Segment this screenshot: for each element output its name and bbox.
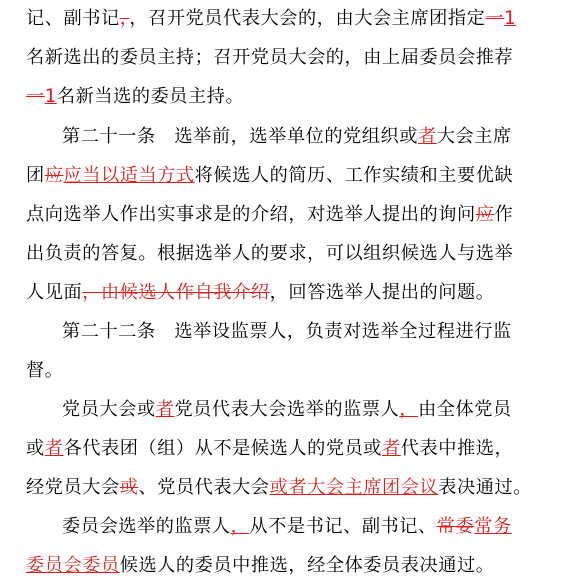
inserted-text: 者 bbox=[44, 438, 64, 459]
article-21-heading-line bbox=[62, 120, 512, 154]
text-line bbox=[26, 237, 513, 271]
inserted-text: 1 bbox=[504, 8, 517, 29]
inserted-text: ， bbox=[230, 516, 250, 537]
body-text: 候选人的委员中推选，经全体委员表决通过。 bbox=[119, 555, 495, 576]
text-line bbox=[26, 549, 494, 583]
inserted-text: 者 bbox=[382, 438, 401, 459]
deleted-text: 常委 bbox=[436, 516, 475, 537]
body-text: 各代表团（组）从不是候选人的党员或 bbox=[63, 438, 383, 459]
body-text: 委员会选举的监票人 bbox=[62, 516, 231, 537]
deleted-text: ，由候选人作自我介绍 bbox=[82, 282, 270, 303]
deleted-text: 一 bbox=[485, 8, 505, 29]
body-text: 名新当选的委员主持。 bbox=[56, 86, 245, 107]
deleted-text: 或 bbox=[119, 477, 139, 498]
inserted-text: 1 bbox=[44, 86, 57, 107]
inserted-text: 者 bbox=[418, 126, 437, 147]
body-text: 党员大会或 bbox=[62, 399, 156, 420]
body-text: 点向选举人作出实事求是的介绍，对选举人提出的询问 bbox=[26, 204, 476, 225]
body-text: 人见面 bbox=[26, 282, 83, 303]
inserted-text: ， bbox=[399, 399, 419, 420]
body-text: 名新选出的委员主持；召开党员大会的，由上届委员会推荐 bbox=[26, 47, 514, 68]
paragraph-start-line bbox=[62, 510, 512, 544]
body-text: 、党员代表大会 bbox=[138, 477, 270, 498]
deleted-text: 一 bbox=[26, 86, 45, 107]
inserted-text: 或者大会主席团会议 bbox=[269, 477, 439, 498]
body-text: 经党员大会 bbox=[26, 477, 120, 498]
body-text: ，召开党员代表大会的，由大会主席团指定 bbox=[129, 8, 486, 29]
inserted-text: 委员会委员 bbox=[26, 555, 120, 576]
text-line bbox=[26, 471, 532, 505]
inserted-text: 者 bbox=[155, 399, 175, 420]
text-line bbox=[26, 41, 513, 75]
body-text: 第二十一条 选举前，选举单位的党组织或 bbox=[62, 126, 419, 147]
body-text: 作 bbox=[494, 204, 514, 225]
body-text: 出负责的答复。根据选举人的要求，可以组织候选人与选举 bbox=[26, 243, 514, 264]
body-text: 记、副书记 bbox=[26, 8, 120, 29]
deleted-text: 应 bbox=[44, 165, 64, 186]
deleted-text: ， bbox=[119, 8, 130, 29]
body-text: 代表中推选， bbox=[400, 438, 514, 459]
article-22-heading-line bbox=[62, 315, 512, 349]
body-text: 将候选人的简历、工作实绩和主要优缺 bbox=[194, 165, 514, 186]
body-text: 或 bbox=[26, 438, 45, 459]
text-line bbox=[26, 198, 513, 232]
text-line bbox=[26, 159, 513, 193]
body-text: 由全体党员 bbox=[418, 399, 512, 420]
inserted-text: 应当以适当方式 bbox=[63, 165, 195, 186]
body-text: 督。 bbox=[26, 360, 64, 381]
body-text: 第二十二条 选举设监票人，负责对选举全过程进行监 bbox=[62, 321, 512, 342]
body-text: ，回答选举人提出的问题。 bbox=[269, 282, 495, 303]
text-line bbox=[26, 276, 494, 310]
body-text: 大会主席 bbox=[436, 126, 512, 147]
body-text: 党员代表大会选举的监票人 bbox=[174, 399, 400, 420]
body-text: 从不是书记、副书记、 bbox=[249, 516, 437, 537]
paragraph-start-line bbox=[62, 393, 512, 427]
text-line bbox=[26, 80, 244, 114]
text-line bbox=[26, 2, 516, 36]
deleted-text: 应 bbox=[475, 204, 495, 225]
body-text: 表决通过。 bbox=[438, 477, 532, 498]
text-line bbox=[26, 354, 63, 388]
body-text: 团 bbox=[26, 165, 45, 186]
inserted-text: 常务 bbox=[474, 516, 512, 537]
text-line bbox=[26, 432, 513, 466]
